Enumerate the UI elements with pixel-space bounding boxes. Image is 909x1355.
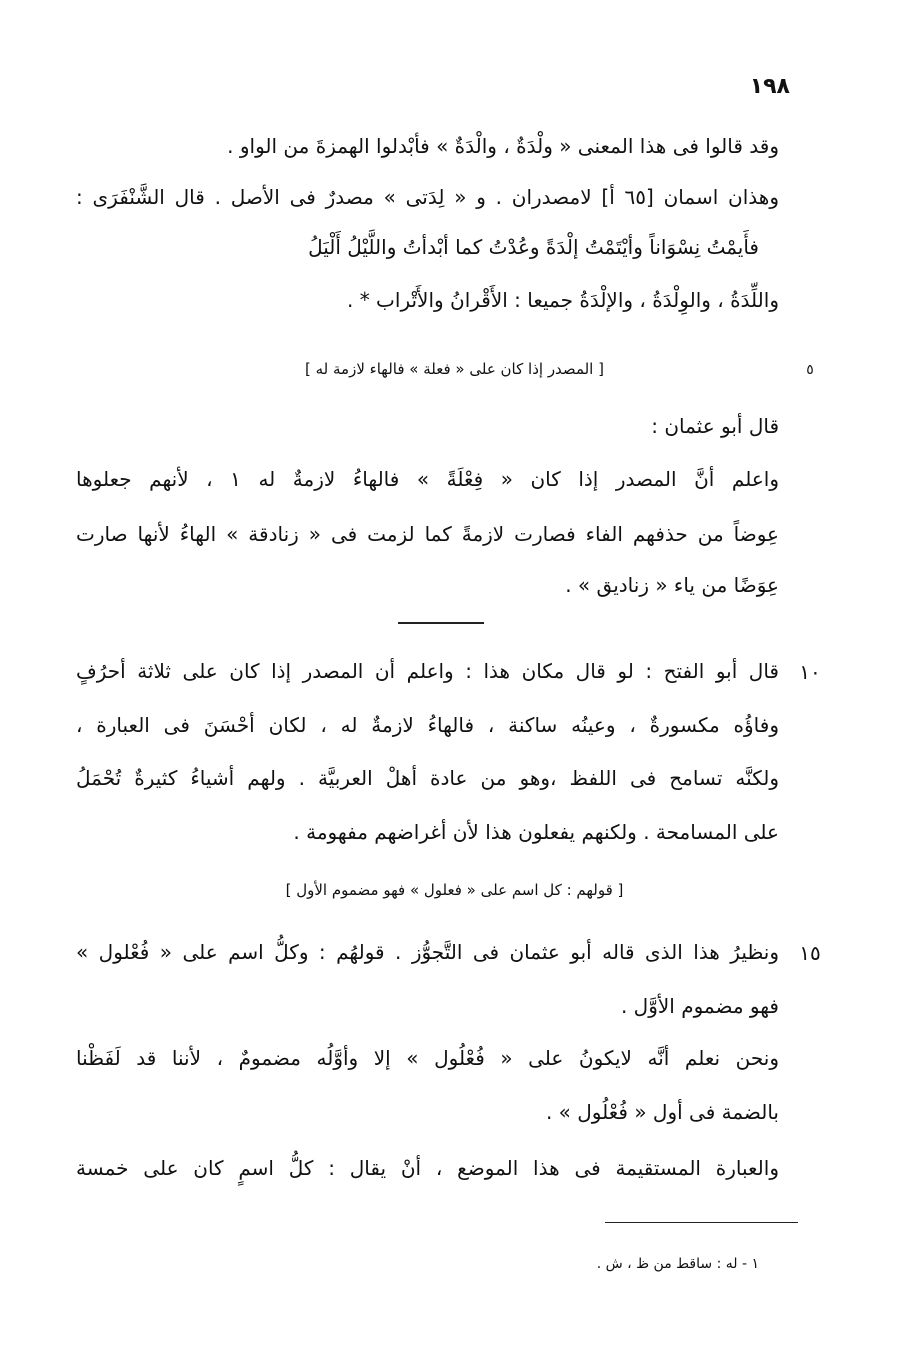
- text-line: قال أبو الفتح : لو قال مكان هذا : واعلم أن المصدر إذا كان على ثلاثة أحرُفٍ: [76, 659, 779, 683]
- line-number: ١٥: [799, 941, 821, 965]
- text-line: قال أبو عثمان :: [651, 414, 779, 438]
- text-line: ولكنَّه تسامح فى اللفظ ،وهو من عادة أهلْ العربيَّة . ولهم أشياءُ كثيرةٌ تُحْمَلُ: [76, 766, 779, 790]
- separator-rule: [398, 622, 484, 624]
- text-line: على المسامحة . ولكنهم يفعلون هذا لأن أغراضهم مفهومة .: [293, 820, 779, 844]
- footnote: ١ - له : ساقط من ظ ، ش .: [596, 1256, 759, 1272]
- section-heading: [ قولهم : كل اسم على « فعلول » فهو مضموم الأول ]: [285, 881, 624, 899]
- text-line: عِوضاً من حذفهم الفاء فصارت لازمةً كما لزمت فى « زنادقة » الهاءُ لأنها صارت: [76, 522, 779, 546]
- line-number: ١٠: [799, 660, 821, 684]
- text-line: وهذان اسمان [٦٥ أ] لامصدران . و « لِدَتى » مصدرٌ فى الأصل . قال الشَّنْفَرَى :: [76, 185, 779, 209]
- section-heading: [ المصدر إذا كان على « فعلة » فالهاء لازمة له ]: [305, 360, 604, 378]
- page-number: ١٩٨: [749, 74, 790, 99]
- footnote-rule: [605, 1222, 798, 1223]
- text-line: ونحن نعلم أنَّه لايكونُ على « فُعْلُول » إلا وأوَّلُه مضمومٌ ، لأننا قد لَفَظْنا: [76, 1046, 779, 1070]
- text-line: بالضمة فى أول « فُعْلُول » .: [545, 1100, 779, 1124]
- text-line: والعبارة المستقيمة فى هذا الموضع ، أنْ يقال : كلُّ اسمٍ كان على خمسة: [76, 1156, 779, 1180]
- text-line: وفاؤُه مكسورةٌ ، وعينُه ساكنة ، فالهاءُ لازمةٌ له ، لكان أحْسَنَ فى العبارة ،: [76, 713, 779, 737]
- text-line: واعلم أنَّ المصدر إذا كان « فِعْلَةً » فالهاءُ لازمةٌ له ١ ، لأنهم جعلوها: [76, 467, 779, 491]
- text-line: فهو مضموم الأوَّل .: [620, 994, 779, 1018]
- text-line: ونظيرُ هذا الذى قاله أبو عثمان فى التَّجوُّز . قولهُم : وكلُّ اسم على « فُعْلول »: [76, 940, 779, 964]
- line-number: ٥: [806, 362, 814, 378]
- poetry-verse: فأَيمْتُ نِسْوَاناً وأيْتَمْتُ إلْدَةً وعُدْتُ كما أبْدأتُ واللَّيْلُ أَلْيَلُ: [308, 235, 759, 259]
- text-line: وقد قالوا فى هذا المعنى « ولْدَةٌ ، والْدَةٌ » فأبْدلوا الهمزةَ من الواو .: [227, 134, 779, 158]
- text-line: عِوَضًا من ياء « زناديق » .: [565, 573, 779, 597]
- text-line: واللِّدَةُ ، والوِلْدَةُ ، والإلْدَةُ جميعا : الأَقْرانُ والأَتْراب * .: [346, 288, 779, 312]
